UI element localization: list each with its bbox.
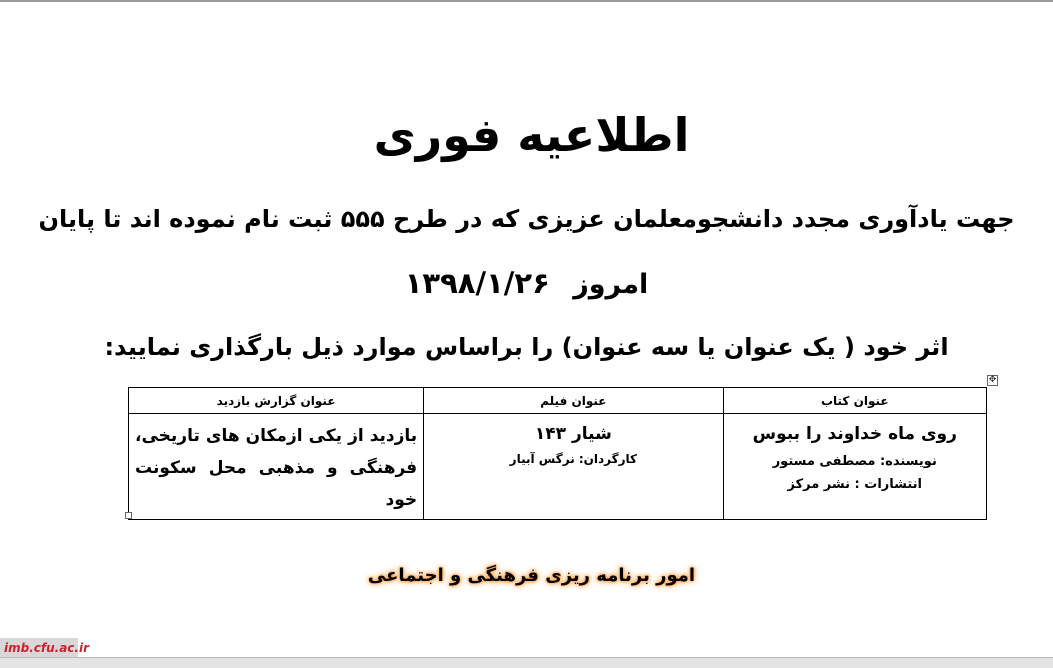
bottom-scrollbar[interactable]	[0, 657, 1053, 668]
titles-table	[128, 387, 987, 520]
table-header-row	[129, 388, 987, 414]
header-film: عنوان فیلم	[424, 388, 723, 414]
resize-handle-icon[interactable]	[125, 512, 132, 519]
film-director: کارگردان: نرگس آبیار	[509, 452, 638, 466]
date-label: امروز	[573, 269, 649, 300]
site-watermark: imb.cfu.ac.ir	[0, 638, 78, 658]
reminder-line: جهت یادآوری مجدد دانشجومعلمان عزیزی که در طرح ۵۵۵ ثبت نام نموده اند تا پایان	[38, 205, 1015, 233]
deadline-date: ۱۳۹۸/۱/۲۶	[404, 266, 550, 300]
film-title: شیار ۱۴۳	[534, 424, 612, 444]
book-author: نویسنده: مصطفی مستور	[772, 454, 937, 469]
top-border	[0, 0, 1053, 2]
report-cell	[129, 414, 424, 520]
instruction-line: اثر خود ( یک عنوان یا سه عنوان) را براساس موارد ذیل بارگذاری نمایید:	[104, 333, 949, 361]
page-title: اطلاعیه فوری	[373, 108, 690, 162]
table-row	[129, 414, 987, 520]
move-handle-icon[interactable]: ✥	[988, 375, 997, 385]
book-title: روی ماه خداوند را ببوس	[752, 424, 957, 444]
film-cell	[424, 414, 723, 520]
header-report: عنوان گزارش بازدید	[129, 388, 424, 414]
book-publisher: انتشارات : نشر مرکز	[787, 477, 923, 492]
book-cell	[723, 414, 986, 520]
footer-organization: امور برنامه ریزی فرهنگی و اجتماعی	[367, 565, 696, 586]
header-book: عنوان کتاب	[723, 388, 986, 414]
report-text: بازدید از یکی ازمکان های تاریخی، فرهنگی و مذهبی محل سکونت خود	[135, 426, 418, 510]
date-line	[0, 266, 1053, 300]
